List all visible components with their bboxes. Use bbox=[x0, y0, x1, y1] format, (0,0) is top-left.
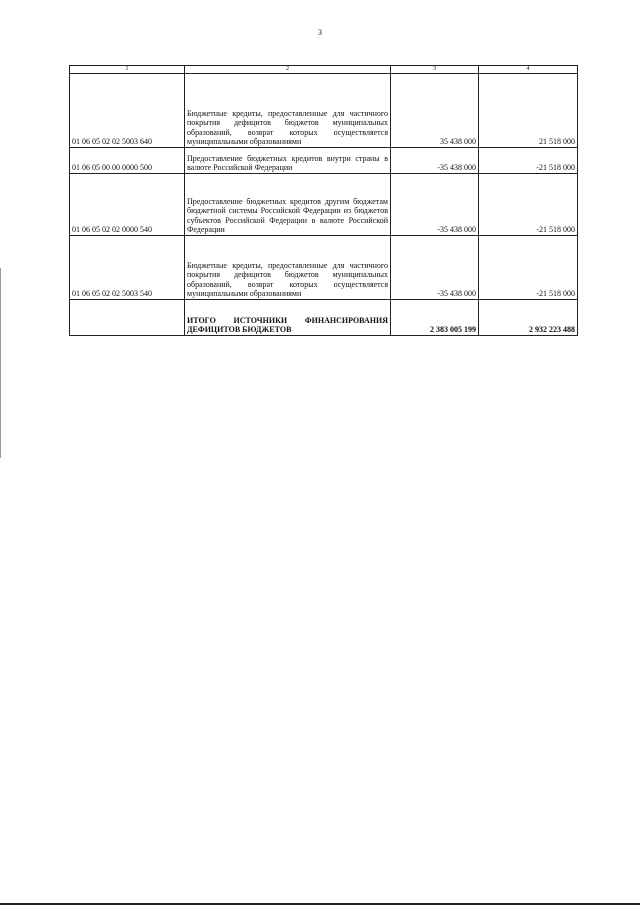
table-row bbox=[70, 74, 578, 148]
total-code-cell bbox=[70, 300, 185, 336]
budget-code-cell: 01 06 05 02 02 5003 540 bbox=[70, 236, 185, 300]
amount-col4-cell: 21 518 000 bbox=[479, 74, 578, 148]
description-cell: Предоставление бюджетных кредитов внутри страны в валюте Российской Федерации bbox=[185, 148, 391, 174]
amount-col3-cell: -35 438 000 bbox=[391, 174, 479, 236]
amount-col4-cell: -21 518 000 bbox=[479, 174, 578, 236]
budget-code-cell: 01 06 05 02 02 0000 540 bbox=[70, 174, 185, 236]
table-row bbox=[70, 174, 578, 236]
budget-code-cell: 01 06 05 00 00 0000 500 bbox=[70, 148, 185, 174]
amount-col3-cell: -35 438 000 bbox=[391, 236, 479, 300]
description-cell: Бюджетные кредиты, предоставленные для частичного покрытия дефицитов бюджетов муниципальных образований, возврат которых осуществляется муниципальными образованиями bbox=[185, 74, 391, 148]
table-row bbox=[70, 148, 578, 174]
page-number: 3 bbox=[318, 28, 322, 37]
amount-col3-cell: 35 438 000 bbox=[391, 74, 479, 148]
total-col3-cell: 2 383 005 199 bbox=[391, 300, 479, 336]
budget-code-cell: 01 06 05 02 02 5003 640 bbox=[70, 74, 185, 148]
financing-sources-table bbox=[69, 65, 578, 336]
table-row bbox=[70, 236, 578, 300]
column-header: 3 bbox=[391, 66, 479, 74]
scan-edge-left bbox=[0, 268, 1, 458]
column-header: 4 bbox=[479, 66, 578, 74]
amount-col3-cell: -35 438 000 bbox=[391, 148, 479, 174]
total-row bbox=[70, 300, 578, 336]
column-header: 2 bbox=[185, 66, 391, 74]
amount-col4-cell: -21 518 000 bbox=[479, 236, 578, 300]
column-number-header-row bbox=[70, 66, 578, 74]
amount-col4-cell: -21 518 000 bbox=[479, 148, 578, 174]
column-header: 1 bbox=[70, 66, 185, 74]
description-cell: Предоставление бюджетных кредитов другим бюджетам бюджетной системы Российской Федерации из бюджетов субъектов Российской Федерации в валюте Российской Федерации bbox=[185, 174, 391, 236]
total-col4-cell: 2 932 223 488 bbox=[479, 300, 578, 336]
total-label-cell: ИТОГО ИСТОЧНИКИ ФИНАНСИРОВАНИЯ ДЕФИЦИТОВ БЮДЖЕТОВ bbox=[185, 300, 391, 336]
description-cell: Бюджетные кредиты, предоставленные для частичного покрытия дефицитов бюджетов муниципальных образований, возврат которых осуществляется муниципальными образованиями bbox=[185, 236, 391, 300]
